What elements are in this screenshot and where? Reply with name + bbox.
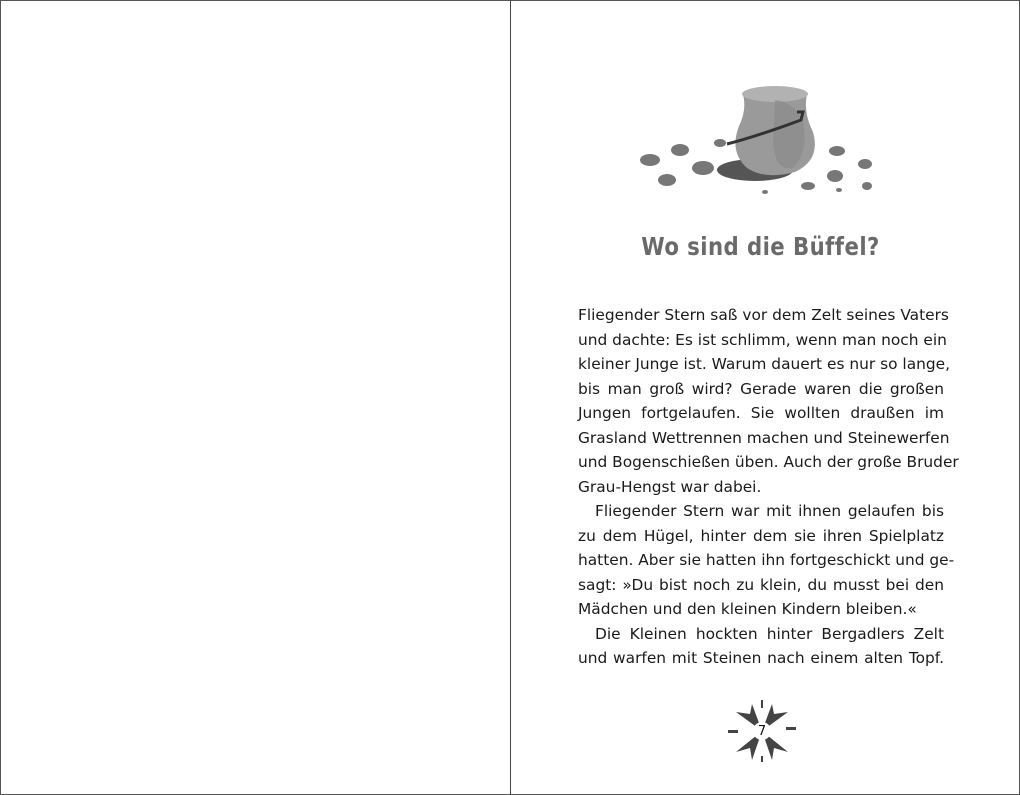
text-line: Fliegender Stern war mit ihnen gelaufen bis — [595, 502, 944, 520]
page-gutter — [510, 0, 511, 795]
body-text — [578, 303, 959, 671]
text-line: Grau-Hengst war dabei. — [578, 477, 762, 496]
left-page-blank — [1, 1, 509, 793]
text-line: sagt: »Du bist noch zu klein, du musst bei den — [578, 575, 944, 594]
text-line: Die Kleinen hockten hinter Bergadlers Zelt — [595, 624, 944, 643]
text-line: und Bogenschießen üben. Auch der große Bruder — [578, 453, 959, 471]
text-line: bis man groß wird? Gerade waren die großen — [578, 379, 944, 398]
text-line: hatten. Aber sie hatten ihn fortgeschickt und ge- — [578, 551, 955, 569]
pot-rim — [742, 86, 808, 102]
page-number-ornament — [726, 700, 798, 762]
chapter-title: Wo sind die Büffel? — [641, 232, 880, 261]
text-line: kleiner Junge ist. Warum dauert es nur so lange, — [578, 355, 951, 373]
page-number: 7 — [757, 724, 767, 739]
pot-and-stones-illustration — [625, 82, 885, 197]
text-line: zu dem Hügel, hinter dem sie ihren Spielplatz — [578, 526, 944, 545]
text-line: Fliegender Stern saß vor dem Zelt seines Vaters — [578, 306, 949, 324]
text-line: Jungen fortgelaufen. Sie wollten draußen im — [578, 404, 944, 422]
text-line: Grasland Wettrennen machen und Steinewerfen — [578, 428, 950, 447]
text-line: Mädchen und den kleinen Kindern bleiben.« — [578, 600, 917, 618]
text-line: und warfen mit Steinen nach einem alten Topf. — [578, 649, 944, 667]
text-line: und dachte: Es ist schlimm, wenn man noch ein — [578, 330, 947, 349]
